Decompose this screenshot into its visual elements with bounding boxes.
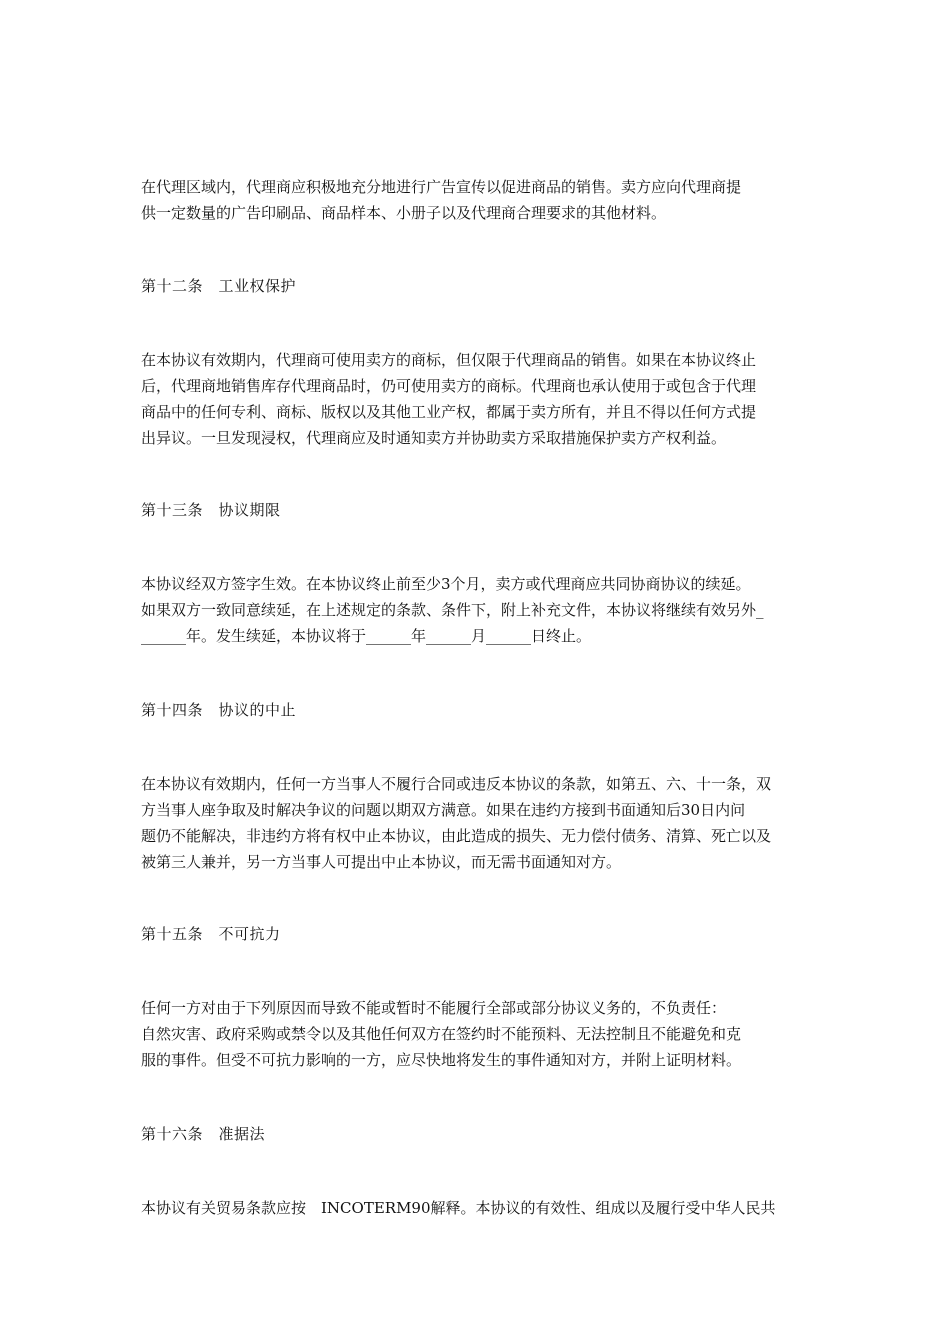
article-12-paragraph-line: 后，代理商地销售库存代理商品时，仍可使用卖方的商标。代理商也承认使用于或包含于代理 [141, 377, 757, 395]
article-13-heading: 第十三条 协议期限 [141, 501, 281, 519]
article-16-heading: 第十六条 准据法 [141, 1125, 266, 1143]
article-14-paragraph-line: 题仍不能解决，非违约方将有权中止本协议，由此造成的损失、无力偿付债务、清算、死亡以及 [141, 827, 772, 845]
article-15-heading: 第十五条 不可抗力 [141, 925, 281, 943]
article-13-paragraph-line: 如果双方一致同意续延，在上述规定的条款、条件下，附上补充文件，本协议将继续有效另外_ [141, 601, 764, 619]
article-11-paragraph-line: 供一定数量的广告印刷品、商品样本、小册子以及代理商合理要求的其他材料。 [141, 204, 667, 222]
article-12-heading: 第十二条 工业权保护 [141, 277, 297, 295]
article-12-paragraph-line: 出异议。一旦发现浸权，代理商应及时通知卖方并协助卖方采取措施保护卖方产权利益。 [141, 429, 727, 447]
article-13-paragraph-line: ______年。发生续延，本协议将于______年______月______日终止。 [141, 627, 592, 645]
article-11-paragraph-line: 在代理区域内，代理商应积极地充分地进行广告宣传以促进商品的销售。卖方应向代理商提 [141, 178, 742, 196]
article-15-paragraph-line: 服的事件。但受不可抗力影响的一方，应尽快地将发生的事件通知对方，并附上证明材料。 [141, 1051, 742, 1069]
article-15-paragraph-line: 自然灾害、政府采购或禁令以及其他任何双方在签约时不能预料、无法控制且不能避免和克 [141, 1025, 742, 1043]
article-14-paragraph-line: 被第三人兼并，另一方当事人可提出中止本协议，而无需书面通知对方。 [141, 853, 622, 871]
article-15-paragraph-line: 任何一方对由于下列原因而导致不能或暂时不能履行全部或部分协议义务的，不负责任： [141, 999, 727, 1017]
article-13-paragraph-line: 本协议经双方签字生效。在本协议终止前至少3个月，卖方或代理商应共同协商协议的续延。 [141, 575, 751, 593]
article-12-paragraph-line: 在本协议有效期内，代理商可使用卖方的商标，但仅限于代理商品的销售。如果在本协议终止 [141, 351, 757, 369]
article-14-heading: 第十四条 协议的中止 [141, 701, 297, 719]
article-12-paragraph-line: 商品中的任何专利、商标、版权以及其他工业产权，都属于卖方所有，并且不得以任何方式提 [141, 403, 757, 421]
article-14-paragraph-line: 方当事人座争取及时解决争议的问题以期双方满意。如果在违约方接到书面通知后30日内问 [141, 801, 746, 819]
article-16-paragraph-line: 本协议有关贸易条款应按 INCOTERM90解释。本协议的有效性、组成以及履行受中华人民共 [141, 1199, 776, 1217]
article-14-paragraph-line: 在本协议有效期内，任何一方当事人不履行合同或违反本协议的条款，如第五、六、十一条，双 [141, 775, 772, 793]
